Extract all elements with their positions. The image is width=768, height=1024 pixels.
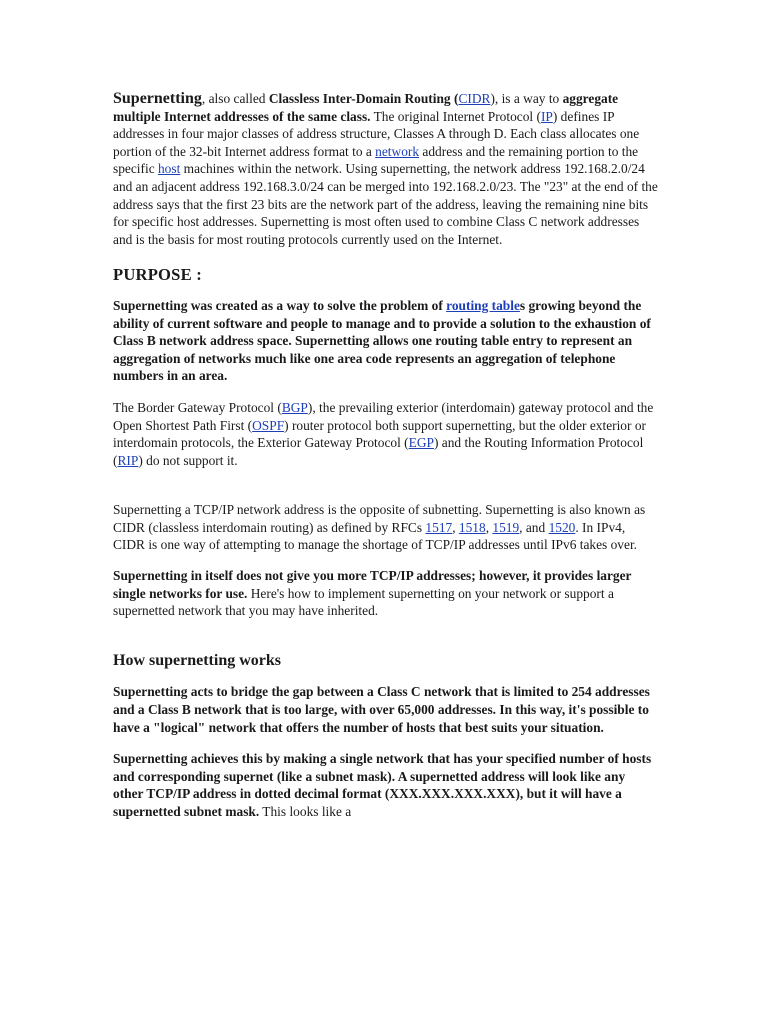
- host-link[interactable]: host: [157, 161, 181, 177]
- purpose-heading: PURPOSE :: [113, 265, 202, 285]
- ospf-link[interactable]: OSPF: [252, 417, 285, 433]
- ip-link[interactable]: IP: [540, 108, 553, 124]
- network-link[interactable]: network: [375, 143, 420, 159]
- routing-table-link[interactable]: routing table: [446, 297, 520, 313]
- egp-link[interactable]: EGP: [408, 435, 434, 451]
- bgp-paragraph: The Border Gateway Protocol (BGP), the prevailing exterior (interdomain) gateway protocol and the Open Shortest Path First (OSPF) router protocol both support supernetting, but the older exterior or interdomain protocols, the Exterior Gateway Protocol (EGP) and the Routing Information Protocol (RIP) do not support it.: [113, 399, 654, 468]
- purpose-paragraph: Supernetting was created as a way to solve the problem of routing tables growing beyond the ability of current software and people to manage and to provide a solution to the exhaustion of Class B network address space. Supernetting allows one routing table entry to represent an aggregation of networks much like one area code represents an aggregation of telephone numbers in an area.: [113, 297, 651, 384]
- tcpip-paragraph: Supernetting a TCP/IP network address is the opposite of subnetting. Supernetting is also known as CIDR (classless interdomain routing) as defined by RFCs 1517, 1518, 1519, and 1520. In IPv4, CIDR is one way of attempting to manage the shortage of TCP/IP addresses until IPv6 takes over.: [113, 502, 646, 553]
- bgp-link[interactable]: BGP: [281, 399, 308, 415]
- itself-paragraph: Supernetting in itself does not give you more TCP/IP addresses; however, it provides larger single networks for use. Here's how to implement supernetting on your network or support a supernetted network that you may have inherited.: [113, 568, 632, 619]
- achieves-paragraph: Supernetting achieves this by making a single network that has your specified number of hosts and corresponding supernet (like a subnet mask). A supernetted address will look like any other TCP/IP address in dotted decimal format (XXX.XXX.XXX.XXX), but it will have a supernetted subnet mask. This looks like a: [113, 751, 652, 819]
- rfc-1518-link[interactable]: 1518: [458, 519, 486, 535]
- document-page: [113, 90, 658, 821]
- intro-paragraph: Supernetting, also called Classless Inter-Domain Routing (CIDR), is a way to aggregate multiple Internet addresses of the same class. The original Internet Protocol (IP) defines IP addresses in four major classes of address structure, Classes A through D. Each class allocates one portion of the 32-bit Internet address format to a network address and the remaining portion to the specific host machines within the network. Using supernetting, the network address 192.168.2.0/24 and an adjacent address 192.168.3.0/24 can be merged into 192.168.2.0/23. The "23" at the end of the address says that the first 23 bits are the network part of the address, leaving the remaining nine bits for specific host addresses. Supernetting is most often used to combine Class C network addresses and is the basis for most routing protocols currently used on the Internet.: [113, 90, 658, 247]
- rfc-1520-link[interactable]: 1520: [548, 519, 576, 535]
- intro-lead-term: Supernetting: [113, 90, 202, 107]
- cidr-link[interactable]: CIDR: [458, 91, 491, 106]
- rfc-1519-link[interactable]: 1519: [492, 519, 520, 535]
- how-heading: How supernetting works: [113, 651, 282, 669]
- rfc-1517-link[interactable]: 1517: [425, 519, 453, 535]
- acts-paragraph: Supernetting acts to bridge the gap between a Class C network that is limited to 254 addresses and a Class B network that is too large, with over 65,000 addresses. In this way, it's possible to have a "logical" network that offers the number of hosts that best suits your situation.: [113, 684, 650, 735]
- rip-link[interactable]: RIP: [117, 452, 139, 468]
